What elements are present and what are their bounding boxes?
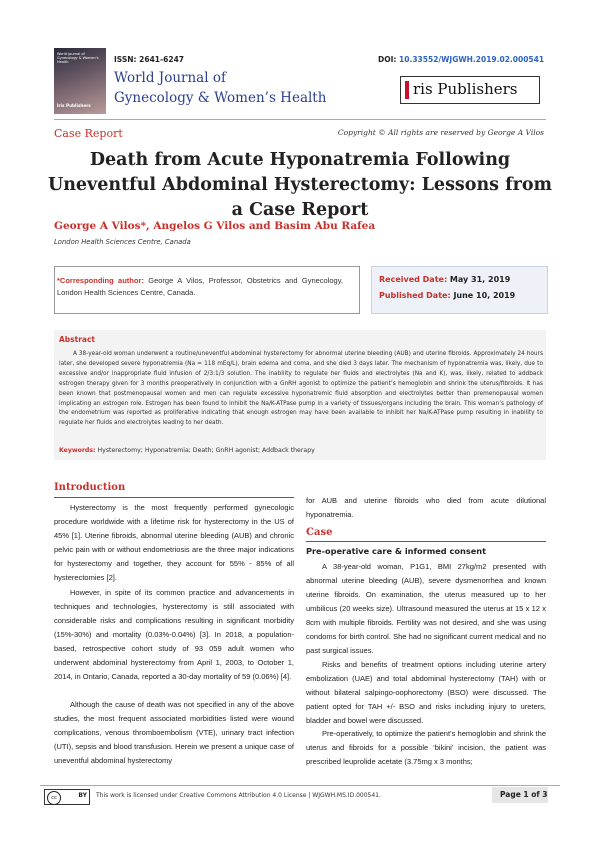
corresponding-label: *Corresponding author: [57,276,144,285]
doi-link[interactable]: 10.33552/WJGWH.2019.02.000541 [399,55,545,64]
journal-title [114,68,344,108]
abstract-text: A 38-year-old woman underwent a routine/uneventful abdominal hysterectomy for abnormal uterine bleeding (AUB) and uterine fibroids. Approximately 24 hours later, she developed severe hyponatremia (Na = 118 mEq/L), brain edema and coma, and she died 3 days later. The mechanism of hyponatremia was, likely, due to excessive and/or inappropriate fluid infusion of 2/3:1/3 solution. The inability to regulate her fluids and electrolytes (Na and K), was, likely, related to addback estrogen therapy given for 3 months preoperatively in conjunction with a GnRH agonist to optimize the patient’s hemoglobin and shrink the uterus/fibroids. It has been known that postmenopausal women and men can regulate excessive hyponatremic fluid absorption and electrolytes better than premenopausal women implicating an estrogen role. Estrogen has been found to inhibit the Na/K-ATPase pump in a variety of tissues/organs including the brain. This woman’s pathology of the endometrium was reported as proliferative indicating that enough estrogen may have been available to inhibit her Na/K-ATPase pump resulting in inability to regulate her fluids and electrolytes leading to her death. [59,351,543,427]
received-label: Received Date: [379,275,448,284]
journal-title-line1: World Journal of [114,70,226,86]
journal-cover-thumbnail [54,48,106,114]
received-date [379,275,510,284]
introduction-divider [54,497,294,498]
copyright-notice: Copyright © All rights are reserved by George A Vilos [337,128,544,137]
publisher-logo [400,76,540,104]
received-value: May 31, 2019 [447,275,511,284]
article-title: Death from Acute Hyponatremia Following Uneventful Abdominal Hysterectomy: Lessons from a Case Report [47,150,553,220]
authors: George A Vilos*, Angelos G Vilos and Basim Abu Rafea [54,220,376,232]
affiliation: London Health Sciences Centre, Canada [54,238,191,246]
creative-commons-icon [44,789,90,805]
case-heading: Case [306,527,333,538]
cc-icon: cc [47,791,61,805]
introduction-heading: Introduction [54,482,126,493]
journal-title-line2: Gynecology & Women’s Health [114,90,327,106]
dates-box [371,266,548,314]
article-type: Case Report [54,127,123,140]
license-text: This work is licensed under Creative Commons Attribution 4.0 License | WJGWH.MS.ID.000541. [96,792,381,799]
doi-label: DOI: [378,55,397,64]
keywords-label: Keywords: [59,447,96,454]
header-divider [54,119,546,120]
published-value: June 10, 2019 [450,291,516,300]
introduction-paragraph-1: Hysterectomy is the most frequently performed gynecologic procedure worldwide with a lifetime risk for hysterectomy in the US of 45% [1]. Uterine fibroids, abnormal uterine bleeding (AUB) and chronic pelvic pain with or without endometriosis are the three major indications for hysterectomy and together, they account for 55% - 85% of all hysterectomies [2]. [54,503,294,582]
case-paragraph-3: Pre-operatively, to optimize the patient’s hemoglobin and shrink the uterus and fibroids for a possible ‘bikini’ incision, the patient was prescribed leuprolide acetate (3.75mg x 3 months; [306,729,546,766]
case-paragraph-1: A 38-year-old woman, P1G1, BMI 27kg/m2 presented with abnormal uterine bleeding (AUB), severe dysmenorrhea and known uterine fibroids. On examination, the uterus measured up to her umbilicus (20 weeks size). Ultrasound measured the uterus at 15 x 12 x 8cm with multiple fibroids. Fertility was not desired, and she was using condoms for birth control. She had no significant current medical and no past surgical issues. [306,562,546,655]
publisher-logo-text: ris Publishers [413,80,518,98]
cover-title: World Journal of Gynecology & Women's Health [57,52,99,64]
logo-bar-icon [405,81,409,99]
introduction-paragraph-3-continued: for AUB and uterine fibroids who died from acute dilutional hyponatremia. [306,496,546,519]
introduction-paragraph-3: Although the cause of death was not specified in any of the above studies, the most frequent associated morbidities listed were wound complications, venous thromboembolism (VTE), urinary tract infection (UTI), sepsis and blood transfusion. Herein we present a unique case of uneventful abdominal hysterectomy [54,700,294,765]
published-date [379,291,515,300]
footer-divider [40,785,560,786]
introduction-paragraph-2: However, in spite of its common practice and advancements in techniques and technologies, hysterectomy is still associated with considerable risks and complications resulting in significant morbidity (15%-30%) and mortality (0.03%-0.04%) [3]. In 2018, a population-based, retrospective cohort study of 93 059 adult women who underwent abdominal hysterectomy from April 1, 2003, to October 1, 2014, in Ontario, Canada, reported a 30-day mortality of 59 (0.06%) [4]. [54,588,294,681]
page-number: Page 1 of 3 [500,790,548,799]
corresponding-author [57,275,343,299]
keywords [59,447,315,454]
published-label: Published Date: [379,291,451,300]
case-subheading: Pre-operative care & informed consent [306,546,486,556]
abstract-heading: Abstract [59,335,96,344]
by-icon: BY [78,792,87,799]
case-paragraph-2: Risks and benefits of treatment options including uterine artery embolization (UAE) and total abdominal hysterectomy (TAH) with or without bilateral salpingo-oophorectomy (BSO) were discussed. The patient opted for TAH +/- BSO and risks including injury to ureters, bladder and bowel were discussed. [306,660,546,725]
corresponding-text: George A Vilos, Professor, Obstetrics and Gynecology, London Health Sciences Centre, Canada. [57,276,343,297]
case-divider [306,541,546,542]
doi [378,55,544,64]
issn: ISSN: 2641-6247 [114,55,185,64]
cover-publisher: Iris Publishers [57,103,91,108]
keywords-text: Hysterectomy; Hyponatremia; Death; GnRH agonist; Addback therapy [95,447,315,454]
